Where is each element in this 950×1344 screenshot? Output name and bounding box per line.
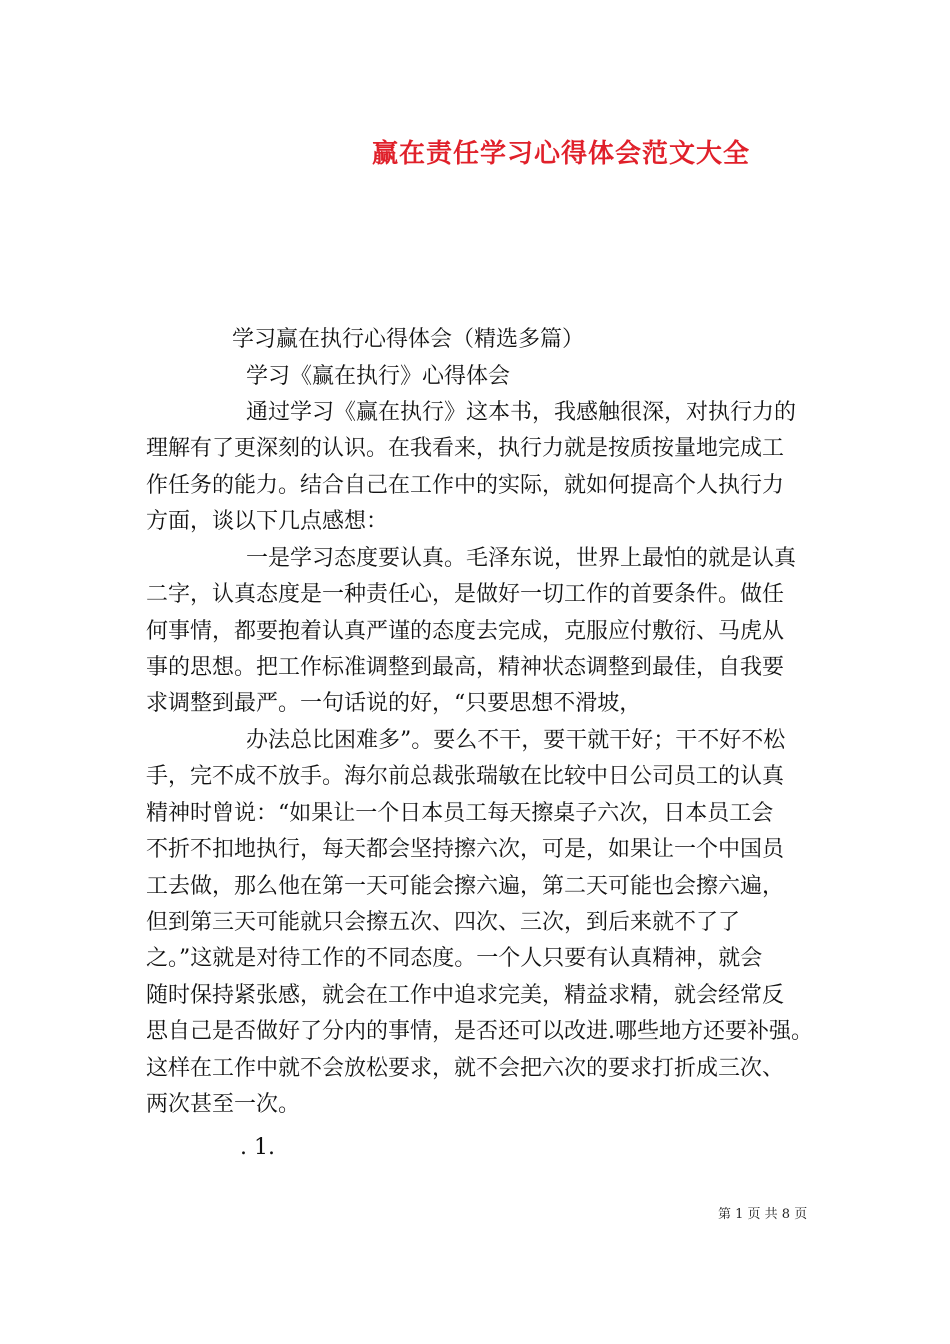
body-line: 精神时曾说：“如果让一个日本员工每天擦桌子六次，日本员工会 [146, 801, 774, 826]
body-line: 理解有了更深刻的认识。在我看来，执行力就是按质按量地完成工 [146, 436, 785, 461]
body-line: 随时保持紧张感，就会在工作中追求完美，精益求精，就会经常反 [146, 983, 785, 1008]
body-line: 之。”这就是对待工作的不同态度。一个人只要有认真精神，就会 [146, 946, 763, 971]
body-line: 但到第三天可能就只会擦五次、四次、三次，到后来就不了了 [146, 910, 741, 935]
body-line: 事的思想。把工作标准调整到最高，精神状态调整到最佳，自我要 [146, 655, 785, 680]
body-line: 通过学习《赢在执行》这本书，我感触很深，对执行力的 [246, 400, 797, 425]
page-number: 第 1 页 共 8 页 [718, 1207, 808, 1222]
body-line: 作任务的能力。结合自己在工作中的实际，就如何提高个人执行力 [146, 473, 785, 498]
body-line: 一是学习态度要认真。毛泽东说，世界上最怕的就是认真 [246, 546, 797, 571]
body-line: 手，完不成不放手。海尔前总裁张瑞敏在比较中日公司员工的认真 [146, 764, 785, 789]
body-line: 方面，谈以下几点感想： [146, 509, 389, 534]
body-line: 这样在工作中就不会放松要求，就不会把六次的要求打折成三次、 [146, 1056, 785, 1081]
body-line: 工去做，那么他在第一天可能会擦六遍，第二天可能也会擦六遍， [146, 874, 785, 899]
body-line: 何事情，都要抱着认真严谨的态度去完成，克服应付敷衍、马虎从 [146, 619, 785, 644]
section-marker: . 1. [240, 1135, 275, 1160]
body-line: 不折不扣地执行，每天都会坚持擦六次，可是，如果让一个中国员 [146, 837, 785, 862]
subheading-line: 学习《赢在执行》心得体会 [246, 364, 511, 389]
page-title: 赢在责任学习心得体会范文大全 [372, 139, 751, 169]
body-line: 求调整到最严。一句话说的好，“只要思想不滑坡， [146, 691, 642, 716]
body-line: 两次甚至一次。 [146, 1092, 301, 1117]
body-line: 办法总比困难多”。要么不干，要干就干好；干不好不松 [246, 728, 786, 753]
body-line: 思自己是否做好了分内的事情，是否还可以改进.哪些地方还要补强。 [146, 1019, 813, 1044]
body-line: 二字，认真态度是一种责任心，是做好一切工作的首要条件。做任 [146, 582, 785, 607]
heading-line: 学习赢在执行心得体会（精选多篇） [232, 327, 585, 352]
